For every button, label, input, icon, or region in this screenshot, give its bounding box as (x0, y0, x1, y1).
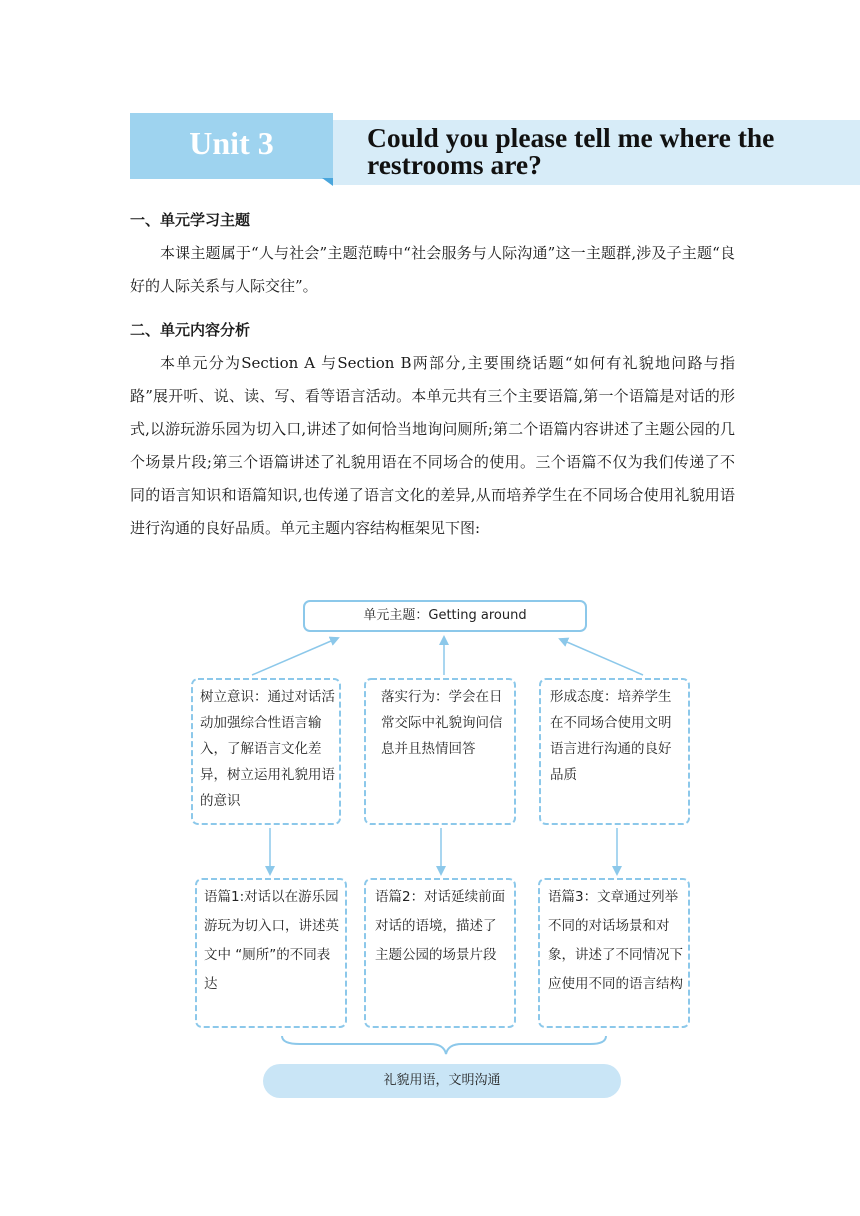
unit-label: Unit 3 (189, 125, 274, 161)
unit-title: Could you please tell me where the restrooms are? (367, 122, 775, 180)
diagram-middle-text-1: 树立意识：通过对话活动加强综合性语言输入，了解语言文化差异，树立运用礼貌用语的意识 (200, 689, 335, 809)
section2-paragraph: 本单元分为Section A 与Section B两部分,主要围绕话题“如何有礼貌地问路与指路”展开听、说、读、写、看等语言活动。本单元共有三个主要语篇,第一个语篇是对话的形式,以游玩游乐园为切入口,讲述了如何恰当地询问厕所;第二个语篇内容讲述了主题公园的几个场景片段;第三个语篇讲述了礼貌用语在不同场合的使用。三个语篇不仅为我们传递了不同的语言知识和语篇知识,也传递了语言文化的差异,从而培养学生在不同场合使用礼貌用语进行沟通的良好品质。单元主题内容结构框架见下图: (130, 354, 735, 537)
diagram-bottom-text-2: 语篇2：对话延续前面对话的语境，描述了主题公园的场景片段 (375, 889, 506, 963)
diagram-middle-text-3: 形成态度：培养学生在不同场合使用文明语言进行沟通的良好品质 (550, 689, 672, 783)
arrow-left-up (252, 638, 338, 675)
diagram-top-label: 单元主题：Getting around (363, 608, 527, 623)
diagram-bottom-text-1: 语篇1:对话以在游乐园游玩为切入口，讲述英文中 “厕所”的不同表达 (204, 889, 339, 992)
diagram-footer-label: 礼貌用语，文明沟通 (383, 1073, 501, 1088)
section1-paragraph: 本课主题属于“人与社会”主题范畴中“社会服务与人际沟通”这一主题群,涉及子主题“良好的人际关系与人际交往”。 (130, 244, 735, 295)
arrow-right-up (560, 639, 643, 675)
section2-heading: 二、单元内容分析 (130, 321, 251, 339)
diagram-brace (282, 1036, 606, 1054)
diagram-middle-text-2: 落实行为：学会在日常交际中礼貌询问信息并且热情回答 (381, 689, 503, 757)
diagram-bottom-text-3: 语篇3：文章通过列举不同的对话场景和对象，讲述了不同情况下应使用不同的语言结构 (548, 889, 683, 992)
section1-heading: 一、单元学习主题 (130, 211, 251, 229)
